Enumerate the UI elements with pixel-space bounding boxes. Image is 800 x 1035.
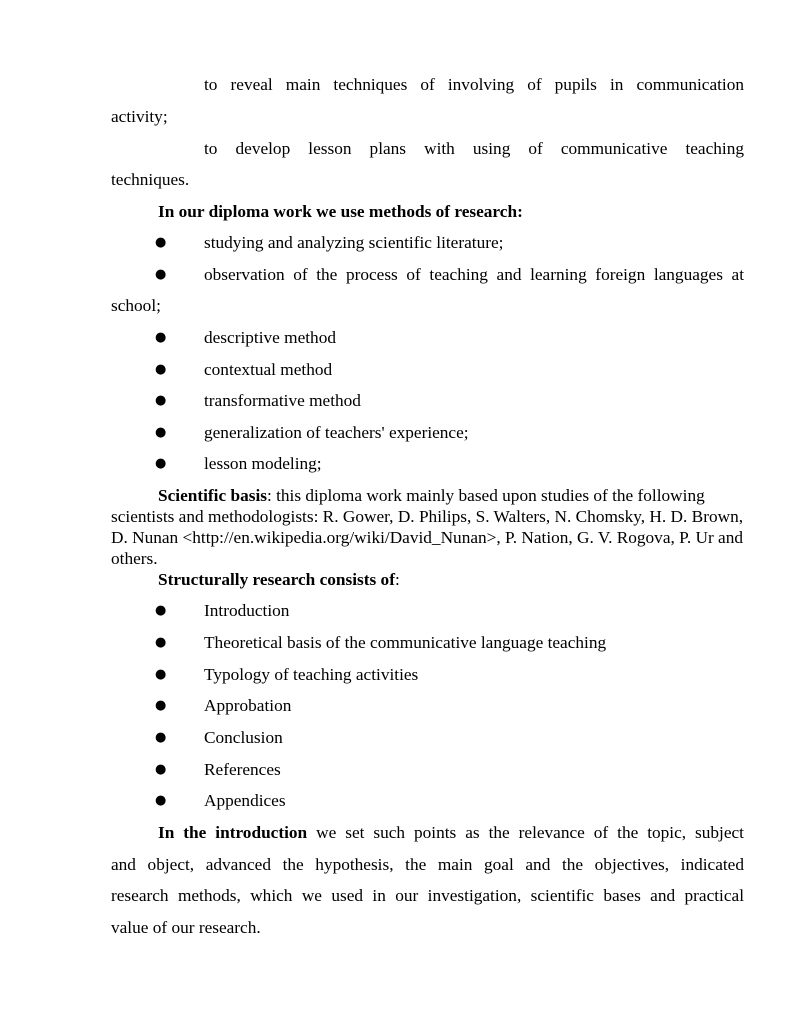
list-item-text: descriptive method [204,328,336,347]
bullet-icon: ● [155,456,167,471]
methods-list-item [155,259,744,291]
structure-list-item [155,785,744,817]
structure-list-item [155,659,744,691]
list-item-text: Typology of teaching activities [204,665,419,684]
list-item-text: contextual method [204,360,333,379]
scientific-basis-text: : this diploma work mainly based upon studies of the following scientists and methodologists: R. Gower, D. Philips, S. Walters, N. Chomsky, H. D. Brown, D. Nunan <http://en.wikipedia.org/wiki/David_Nunan>, P. Nation, G. V. Rogova, P. Ur and others. [111,486,744,568]
list-item-text: Theoretical basis of the communicative language teaching [204,633,607,652]
bullet-icon: ● [155,762,167,777]
scientific-basis-label: Scientific basis [158,486,267,505]
list-item-text: Conclusion [204,728,283,747]
intro-paragraph-line-1 [111,817,744,849]
list-item-text: generalization of teachers' experience; [204,423,469,442]
bullet-icon: ● [155,635,167,650]
intro-paragraph-line-4: value of our research. [111,918,261,937]
intro-paragraph-line-2: and object, advanced the hypothesis, the main goal and the objectives, indicated [111,855,744,874]
methods-list-item [155,227,744,259]
objective-2-line-1: to develop lesson plans with using of communicative teaching [204,139,744,158]
intro-line-1-text: we set such points as the relevance of the topic, subject [307,823,744,842]
bullet-icon: ● [155,235,167,250]
list-item-text: Introduction [204,601,290,620]
bullet-icon: ● [155,667,167,682]
bullet-icon: ● [155,267,167,282]
bullet-icon: ● [155,698,167,713]
structure-list-item [155,722,744,754]
bullet-icon: ● [155,425,167,440]
objective-2-line-2: techniques. [111,170,190,189]
methods-heading-text: In our diploma work we use methods of research: [158,202,523,221]
list-item-text: observation of the process of teaching and learning foreign languages at [204,265,744,284]
methods-list-item-continuation: school; [111,296,161,315]
objective-1-line-1: to reveal main techniques of involving of pupils in communication [204,75,744,94]
methods-list-item [155,385,744,417]
methods-list-item [155,448,744,480]
structure-heading [158,569,400,590]
list-item-text: studying and analyzing scientific literature; [204,233,504,252]
bullet-icon: ● [155,362,167,377]
methods-heading [158,196,523,228]
bullet-icon: ● [155,393,167,408]
structure-list-item [155,754,744,786]
methods-list-item [155,322,744,354]
bullet-icon: ● [155,730,167,745]
structure-list-item [155,595,744,627]
intro-label: In the introduction [158,823,308,842]
list-item-text: References [204,760,281,779]
list-item-text: Approbation [204,696,292,715]
objective-1-line-2: activity; [111,107,168,126]
structure-heading-text: Structurally research consists of [158,570,395,589]
methods-list-item [155,417,744,449]
list-item-text: transformative method [204,391,361,410]
bullet-icon: ● [155,793,167,808]
methods-list-item [155,354,744,386]
list-item-text: Appendices [204,791,286,810]
bullet-icon: ● [155,330,167,345]
structure-heading-colon: : [394,570,400,589]
intro-paragraph-line-3: research methods, which we used in our investigation, scientific bases and practical [111,886,744,905]
structure-list-item [155,690,744,722]
list-item-text: lesson modeling; [204,454,322,473]
structure-list-item [155,627,744,659]
scientific-basis-paragraph [111,485,751,569]
bullet-icon: ● [155,603,167,618]
